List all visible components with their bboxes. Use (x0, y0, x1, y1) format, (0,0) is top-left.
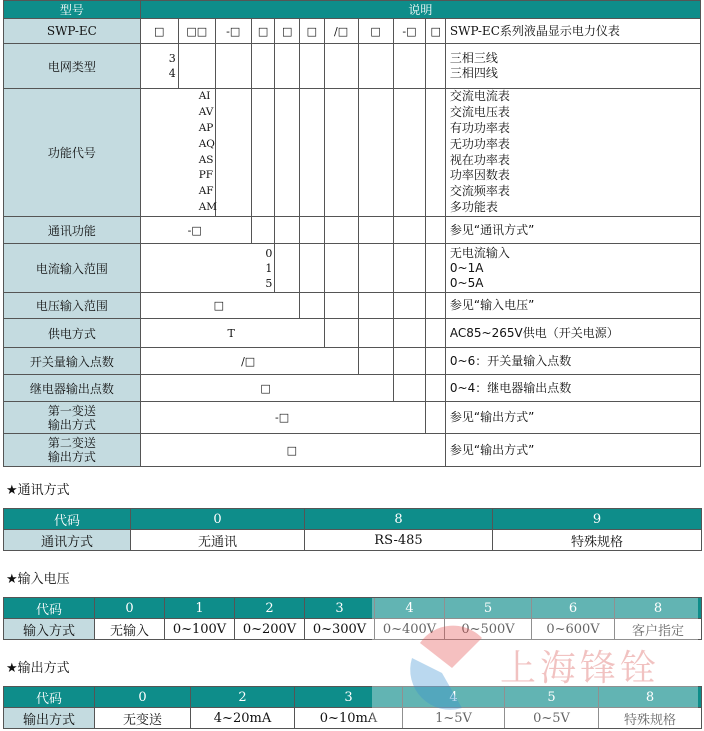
output-value: 无变送 (95, 708, 191, 729)
code-slot: □ (300, 19, 325, 44)
input-section-title: ★输入电压 (6, 572, 70, 587)
current-code: 1 (265, 261, 273, 275)
tx2-label-line: 第二变送 (47, 436, 96, 450)
grid-code: 4 (168, 67, 176, 80)
input-code: 8 (615, 598, 702, 619)
comm-code: 8 (305, 509, 493, 530)
tx2-desc: 参见“输出方式” (445, 434, 700, 467)
input-code: 3 (305, 598, 375, 619)
relay-desc: 0~4：继电器输出点数 (445, 375, 700, 402)
function-code: PF (198, 169, 214, 182)
code-slot: □ (358, 19, 393, 44)
model-header: 型号 (4, 1, 141, 19)
function-desc-item: 视在功率表 (449, 152, 510, 167)
comm-code-header: 代码 (4, 509, 131, 530)
function-codes (140, 89, 218, 217)
input-code: 4 (375, 598, 445, 619)
output-row-label: 输出方式 (4, 708, 95, 729)
tx1-label (4, 402, 141, 434)
relay-mark: □ (140, 375, 393, 402)
relay-label: 继电器输出点数 (4, 375, 141, 402)
output-value: 特殊规格 (599, 708, 702, 729)
tx2-label (4, 434, 141, 467)
switch-desc: 0~6：开关量输入点数 (445, 348, 700, 375)
current-row (4, 244, 701, 293)
function-label: 功能代号 (4, 89, 141, 217)
output-code: 4 (403, 687, 505, 708)
tx1-label-line: 第一变送 (47, 403, 96, 418)
input-value: 无输入 (95, 619, 165, 640)
comm-row (4, 217, 701, 244)
comm-code: 9 (493, 509, 702, 530)
code-slot: -□ (393, 19, 426, 44)
comm-value: 特殊规格 (493, 530, 702, 551)
input-value: 客户指定 (615, 619, 702, 640)
function-desc-item: 交流电压表 (449, 105, 510, 120)
code-slot: □ (426, 19, 446, 44)
comm-code: 0 (131, 509, 305, 530)
comm-value: RS-485 (305, 530, 493, 551)
model-spec-table (3, 0, 701, 467)
input-row-label: 输入方式 (4, 619, 95, 640)
function-desc-item: 功率因数表 (449, 168, 510, 183)
output-code: 2 (191, 687, 295, 708)
input-code: 6 (532, 598, 615, 619)
input-code: 0 (95, 598, 165, 619)
current-code: 0 (265, 246, 273, 260)
output-code: 8 (599, 687, 702, 708)
tx1-label-line: 输出方式 (47, 417, 96, 432)
output-value: 1~5V (403, 708, 505, 729)
grid-codes (140, 44, 178, 89)
input-value: 0~100V (165, 619, 235, 640)
current-desc-item: 0~1A (449, 260, 484, 275)
input-code: 2 (235, 598, 305, 619)
comm-desc: 参见“通讯方式” (445, 217, 700, 244)
input-value: 0~400V (375, 619, 445, 640)
function-code: AI (198, 90, 211, 103)
code-slot: □ (275, 19, 300, 44)
output-code: 0 (95, 687, 191, 708)
model-label: SWP-EC (4, 19, 141, 44)
comm-row-label: 通讯方式 (4, 530, 131, 551)
output-code: 3 (295, 687, 403, 708)
switch-label: 开关量输入点数 (4, 348, 141, 375)
function-code: AP (198, 121, 214, 134)
code-slot: /□ (324, 19, 358, 44)
code-slot: □ (251, 19, 275, 44)
code-slot: □□ (178, 19, 215, 44)
function-desc-item: 无功功率表 (449, 136, 510, 151)
current-desc (445, 244, 700, 293)
function-code: AF (198, 185, 214, 198)
voltage-label: 电压输入范围 (4, 293, 141, 319)
output-value: 0~5V (505, 708, 599, 729)
input-value: 0~300V (305, 619, 375, 640)
function-code: AM (198, 200, 218, 213)
input-value: 0~200V (235, 619, 305, 640)
tx2-label-line: 输出方式 (47, 450, 96, 464)
comm-label: 通讯功能 (4, 217, 141, 244)
current-codes (140, 244, 275, 293)
function-desc-item: 交流电流表 (449, 89, 510, 104)
current-code: 5 (265, 276, 273, 290)
grid-code: 3 (168, 52, 176, 65)
grid-desc-item: 三相四线 (449, 66, 498, 80)
function-code: AV (198, 106, 214, 119)
tx2-row (4, 434, 701, 467)
grid-desc (445, 44, 700, 89)
output-code-header: 代码 (4, 687, 95, 708)
code-slot: -□ (215, 19, 251, 44)
relay-row (4, 375, 701, 402)
code-slot: □ (140, 19, 178, 44)
comm-table (3, 508, 702, 551)
input-code-header: 代码 (4, 598, 95, 619)
power-row (4, 319, 701, 348)
voltage-desc: 参见“输入电压” (445, 293, 700, 319)
input-value: 0~500V (445, 619, 532, 640)
function-desc-item: 多功能表 (449, 199, 498, 214)
function-code: AS (198, 153, 214, 166)
function-desc-item: 交流频率表 (449, 184, 510, 199)
header-row (4, 1, 701, 19)
current-desc-item: 0~5A (449, 275, 484, 290)
power-label: 供电方式 (4, 319, 141, 348)
output-code: 5 (505, 687, 599, 708)
grid-label: 电网类型 (4, 44, 141, 89)
voltage-mark: □ (140, 293, 299, 319)
grid-desc-item: 三相三线 (449, 51, 498, 65)
current-desc-item: 无电流输入 (449, 245, 510, 260)
tx1-mark: -□ (140, 402, 426, 434)
output-section-title: ★输出方式 (6, 661, 70, 676)
comm-value: 无通讯 (131, 530, 305, 551)
power-mark: T (140, 319, 324, 348)
switch-mark: /□ (140, 348, 358, 375)
model-desc: SWP-EC系列液晶显示电力仪表 (445, 19, 700, 44)
tx1-row (4, 402, 701, 434)
comm-section-title: ★通讯方式 (6, 483, 70, 498)
voltage-row (4, 293, 701, 319)
power-desc: AC85~265V供电（开关电源） (445, 319, 700, 348)
model-row (4, 19, 701, 44)
input-code: 1 (165, 598, 235, 619)
output-value: 4~20mA (191, 708, 295, 729)
input-value: 0~600V (532, 619, 615, 640)
watermark-text: 上海锋铨 (500, 648, 661, 689)
function-row (4, 89, 701, 217)
grid-row (4, 44, 701, 89)
function-code: AQ (198, 137, 215, 150)
tx2-mark: □ (140, 434, 445, 467)
function-desc (445, 89, 700, 217)
current-label: 电流输入范围 (4, 244, 141, 293)
output-value: 0~10mA (295, 708, 403, 729)
comm-mark: -□ (140, 217, 251, 244)
switch-row (4, 348, 701, 375)
input-code: 5 (445, 598, 532, 619)
function-desc-item: 有功功率表 (449, 120, 510, 135)
desc-header: 说明 (140, 1, 700, 19)
tx1-desc: 参见“输出方式” (445, 402, 700, 434)
